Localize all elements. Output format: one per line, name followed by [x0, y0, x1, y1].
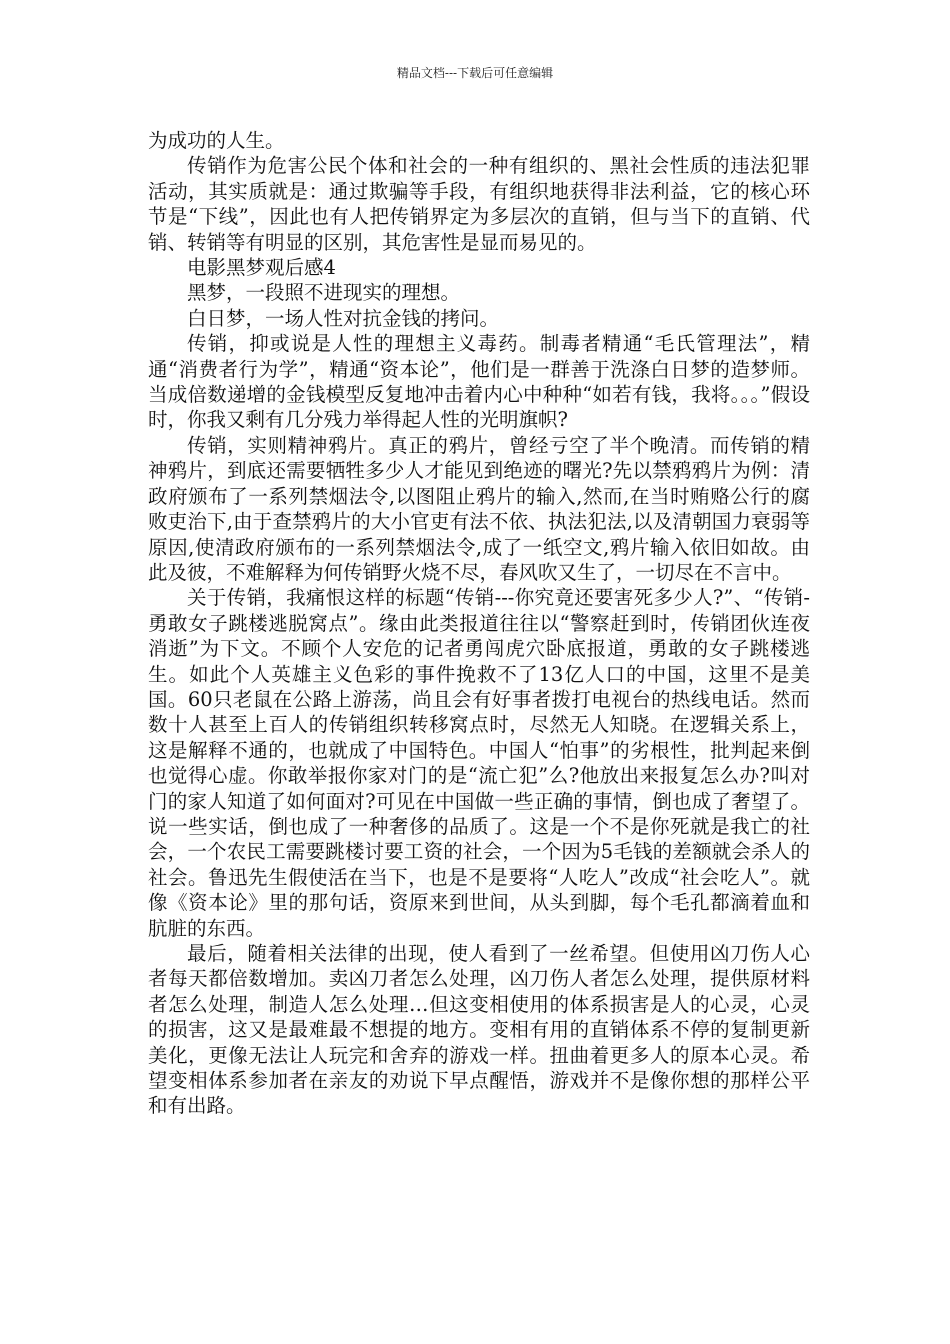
paragraph: 最后，随着相关法律的出现，使人看到了一丝希望。但使用凶刀伤人心者每天都倍数增加。卖凶刀者怎么处理，凶刀伤人者怎么处理，提供原材料者怎么处理，制造人怎么处理…但这变相使用的体系损害是人的心灵，心灵的损害，这又是最难最不想提的地方。变相有用的直销体系不停的复制更新美化，更像无法让人玩完和舍弃的游戏一样。扭曲着更多人的原本心灵。希望变相体系参加者在亲友的劝说下早点醒悟，游戏并不是像你想的那样公平和有出路。 — [148, 942, 810, 1118]
document-body — [148, 128, 810, 1119]
paragraph: 为成功的人生。 — [148, 129, 285, 152]
paragraph: 关于传销，我痛恨这样的标题“传销---你究竟还要害死多少人?”、“传销-勇敢女子跳楼逃脱窝点”。缘由此类报道往往以“警察赶到时，传销团伙连夜消逝”为下文。不顾个人安危的记者勇闯虎穴卧底报道，勇敢的女子跳楼逃生。如此个人英雄主义色彩的事件挽救不了13亿人口的中国，这里不是美国。60只老鼠在公路上游荡，尚且会有好事者拨打电视台的热线电话。然而数十人甚至上百人的传销组织转移窝点时，尽然无人知晓。在逻辑关系上，这是解释不通的，也就成了中国特色。中国人“怕事”的劣根性，批判起来倒也觉得心虚。你敢举报你家对门的是“流亡犯”么?他放出来报复怎么办?叫对门的家人知道了如何面对?可见在中国做一些正确的事情，倒也成了奢望了。说一些实话，倒也成了一种奢侈的品质了。这是一个不是你死就是我亡的社会，一个农民工需要跳楼讨要工资的社会，一个因为5毛钱的差额就会杀人的社会。鲁迅先生假使活在当下，也是不是要将“人吃人”改成“社会吃人”。就像《资本论》里的那句话，资原来到世间，从头到脚，每个毛孔都滴着血和肮脏的东西。 — [148, 586, 810, 940]
paragraph: 传销，抑或说是人性的理想主义毒药。制毒者精通“毛氏管理法”，精通“消费者行为学”，精通“资本论”，他们是一群善于洗涤白日梦的造梦师。当成倍数递增的金钱模型反复地冲击着内心中种种“如若有钱，我将。。。”假设时，你我又剩有几分残力举得起人性的光明旗帜? — [148, 332, 810, 432]
paragraph: 黑梦，一段照不进现实的理想。 — [187, 281, 461, 305]
paragraph: 传销作为危害公民个体和社会的一种有组织的、黑社会性质的违法犯罪活动，其实质就是：通过欺骗等手段，有组织地获得非法利益，它的核心环节是“下线”，因此也有人把传销界定为多层次的直销，但与当下的直销、代销、转销等有明显的区别，其危害性是显而易见的。 — [148, 154, 810, 254]
paragraph: 白日梦，一场人性对抗金钱的拷问。 — [187, 306, 500, 330]
paragraph: 传销，实则精神鸦片。真正的鸦片，曾经亏空了半个晚清。而传销的精神鸦片，到底还需要牺牲多少人才能见到绝迹的曙光?先以禁鸦鸦片为例：清政府颁布了一系列禁烟法令,以图阻止鸦片的输入,然而,在当时贿赂公行的腐败吏治下,由于查禁鸦片的大小官吏有法不依、执法犯法,以及清朝国力衰弱等原因,使清政府颁布的一系列禁烟法令,成了一纸空文,鸦片输入依旧如故。由此及彼，不难解释为何传销野火烧不尽，春风吹又生了，一切尽在不言中。 — [148, 433, 810, 584]
section-heading: 电影黑梦观后感4 — [187, 256, 336, 280]
page-header: 精品文档---下载后可任意编辑 — [396, 66, 554, 80]
